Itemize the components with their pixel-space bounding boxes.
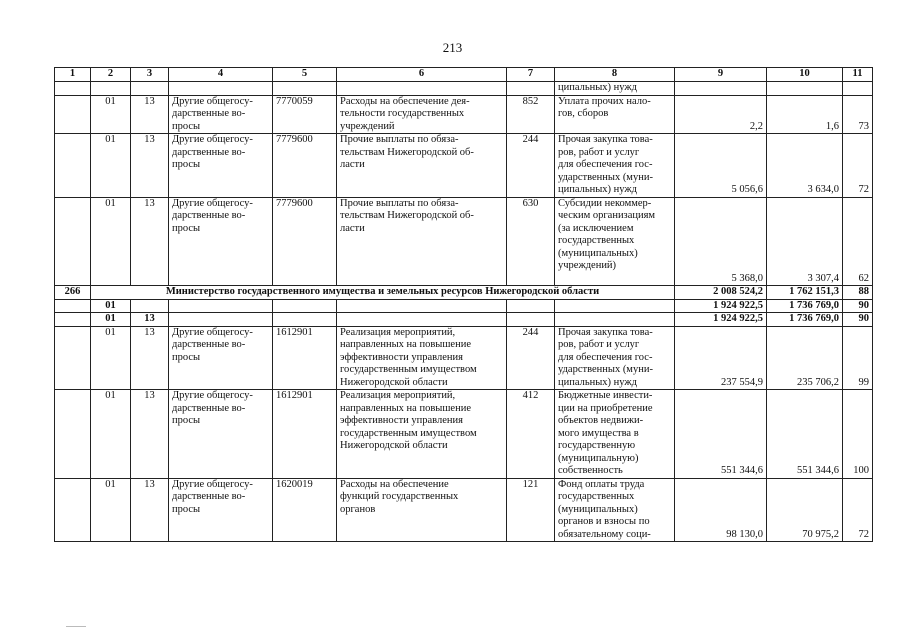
cell-actual: 70 975,2: [767, 478, 843, 542]
cell-target-name: [337, 326, 507, 390]
ministry-row: [55, 286, 873, 300]
cell-empty: [337, 299, 507, 313]
cell-empty: [507, 313, 555, 327]
cell-target-code: 1612901: [273, 326, 337, 390]
cell-line: учреждений): [558, 260, 617, 271]
page-number: 213: [442, 40, 463, 55]
cell-subsection: 13: [131, 478, 169, 542]
cell-section-name: [169, 95, 273, 134]
cell-line: просы: [172, 415, 201, 426]
cell-line: просы: [172, 503, 201, 515]
ministry-code: 266: [55, 286, 91, 300]
cell-line: объектов недвижи-: [558, 415, 644, 426]
cell-empty: [507, 299, 555, 313]
cell-empty: [55, 134, 91, 198]
cell-percent: 88: [843, 286, 873, 300]
cell-line: Фонд оплаты труда: [558, 478, 645, 490]
col-header: 8: [555, 68, 675, 82]
cell-target-name: [337, 197, 507, 286]
cell-subsection: [131, 299, 169, 313]
cell-line: ципальных) нужд: [558, 184, 638, 195]
cell-percent: 62: [843, 197, 873, 286]
cell-empty: [337, 313, 507, 327]
table-row: [55, 326, 873, 390]
cell-empty: [273, 313, 337, 327]
col-header: 11: [843, 68, 873, 82]
cell-line: направленных на повышение: [340, 339, 471, 350]
cell-section: 01: [91, 299, 131, 313]
cell-line: Другие общегосу-: [172, 390, 253, 401]
cell-section-name: [169, 134, 273, 198]
continued-row: [55, 82, 873, 96]
cell-line: просы: [172, 222, 201, 234]
scan-mark: [66, 626, 86, 627]
cell-target-name: [337, 390, 507, 479]
table-row: [55, 95, 873, 134]
cell-line: ципальных) нужд: [558, 376, 638, 388]
cell-line: дарственные во-: [172, 108, 246, 119]
cell-expense-name: [555, 478, 675, 542]
cell-line: ударственных (муни-: [558, 171, 653, 183]
cell-percent: 72: [843, 134, 873, 198]
cell-line: (муниципальных): [558, 503, 638, 515]
cell-line: дарственные во-: [172, 402, 246, 414]
cell-expense-type: 244: [507, 326, 555, 390]
cell-line: Прочие выплаты по обяза-: [340, 134, 459, 145]
cell-line: (муниципальных): [558, 247, 638, 259]
cell-line: Другие общегосу-: [172, 197, 253, 209]
table-row: [55, 197, 873, 286]
cell-line: ударственных (муни-: [558, 364, 653, 375]
cell-line: ров, работ и услуг: [558, 146, 640, 158]
cell-expense-type: 121: [507, 478, 555, 542]
cell-line: просы: [172, 159, 201, 170]
cell-line: государственных: [558, 491, 635, 502]
cell-planned: 237 554,9: [675, 326, 767, 390]
table-row: [55, 390, 873, 479]
cell-expense-type: 412: [507, 390, 555, 479]
cell-line: гов, сборов: [558, 108, 609, 119]
col-header: 1: [55, 68, 91, 82]
cell-empty: [555, 313, 675, 327]
cell-actual: 1 762 151,3: [767, 286, 843, 300]
cell-empty: [169, 299, 273, 313]
cell-target-code: 1620019: [273, 478, 337, 542]
col-header: 7: [507, 68, 555, 82]
cell-line: дарственные во-: [172, 146, 246, 158]
cell-expense-type: 244: [507, 134, 555, 198]
cell-target-code: 7770059: [273, 95, 337, 134]
cell-subsection: 13: [131, 95, 169, 134]
cell-line: просы: [172, 351, 201, 363]
cell-percent: 100: [843, 390, 873, 479]
cell-section: 01: [91, 478, 131, 542]
col-header: 5: [273, 68, 337, 82]
cell-line: тельствам Нижегородской об-: [340, 146, 474, 158]
cell-expense-name: [555, 134, 675, 198]
cell-planned: 98 130,0: [675, 478, 767, 542]
cell-section: 01: [91, 197, 131, 286]
table-row: [55, 478, 873, 542]
cell-subsection: 13: [131, 326, 169, 390]
subtotal-row: [55, 313, 873, 327]
cell-actual: 3 307,4: [767, 197, 843, 286]
cell-actual: 235 706,2: [767, 326, 843, 390]
cell-line: дарственные во-: [172, 210, 246, 221]
cell-line: тельности государственных: [340, 108, 465, 119]
cell-line: ческим организациям: [558, 210, 656, 221]
subtotal-row: [55, 299, 873, 313]
cell-planned: 1 924 922,5: [675, 299, 767, 313]
cell-line: эффективности управления: [340, 415, 463, 426]
cell-empty: [55, 326, 91, 390]
cell-target-code: 7779600: [273, 134, 337, 198]
col-header: 10: [767, 68, 843, 82]
cell-expense-name: [555, 390, 675, 479]
cell-section: 01: [91, 390, 131, 479]
cell-percent: 90: [843, 299, 873, 313]
cell-section: 01: [91, 326, 131, 390]
cell-subsection: 13: [131, 390, 169, 479]
cell-line: мого имущества в: [558, 427, 639, 439]
cell-line: Другие общегосу-: [172, 478, 253, 490]
cell-line: Другие общегосу-: [172, 95, 253, 107]
cell-expense-type: 852: [507, 95, 555, 134]
cell-line: органов: [340, 503, 376, 515]
cell-line: Реализация мероприятий,: [340, 326, 456, 338]
cell-planned: 5 368,0: [675, 197, 767, 286]
cell-target-code: 7779600: [273, 197, 337, 286]
cell-line: Расходы на обеспечение: [340, 478, 449, 490]
cell-line: государственным имуществом: [340, 364, 477, 375]
cell-subsection: 13: [131, 313, 169, 327]
cell-actual: 1 736 769,0: [767, 313, 843, 327]
cell-line: учреждений: [340, 120, 395, 132]
cell-line: Нижегородской области: [340, 376, 448, 388]
cell-section-name: [169, 326, 273, 390]
cell-section: 01: [91, 134, 131, 198]
cell-line: Прочая закупка това-: [558, 326, 653, 338]
cell-line: тельствам Нижегородской об-: [340, 210, 474, 221]
cell-target-name: [337, 478, 507, 542]
cell-line: для обеспечения гос-: [558, 159, 653, 170]
cell-line: государственных: [558, 235, 635, 246]
cell-subsection: 13: [131, 134, 169, 198]
cell-line: эффективности управления: [340, 351, 463, 363]
cell-actual: 3 634,0: [767, 134, 843, 198]
cell-line: Реализация мероприятий,: [340, 390, 456, 401]
cell-target-name: [337, 95, 507, 134]
cell-line: дарственные во-: [172, 339, 246, 350]
cell-percent: 72: [843, 478, 873, 542]
cell-empty: [555, 299, 675, 313]
cell-line: Бюджетные инвести-: [558, 390, 653, 401]
cell-line: функций государственных: [340, 491, 459, 502]
col-header: 3: [131, 68, 169, 82]
cell-line: Прочие выплаты по обяза-: [340, 197, 459, 209]
cell-line: Нижегородской области: [340, 440, 448, 451]
cell-section-name: [169, 197, 273, 286]
col-header: 6: [337, 68, 507, 82]
cell-line: Прочая закупка това-: [558, 134, 653, 145]
cell-line: (муниципальную): [558, 452, 639, 464]
col-header: 4: [169, 68, 273, 82]
cell-line: Расходы на обеспечение дея-: [340, 95, 470, 107]
cell-planned: 2 008 524,2: [675, 286, 767, 300]
header-row: [55, 68, 873, 82]
cell-target-code: 1612901: [273, 390, 337, 479]
cell-line: для обеспечения гос-: [558, 351, 653, 363]
cell-planned: 2,2: [675, 95, 767, 134]
table-row: [55, 134, 873, 198]
cell-planned: 551 344,6: [675, 390, 767, 479]
cell-percent: 73: [843, 95, 873, 134]
cell-empty: [55, 299, 91, 313]
cell-percent: 99: [843, 326, 873, 390]
cell-expense-name: [555, 95, 675, 134]
cell-line: ров, работ и услуг: [558, 339, 640, 350]
cell-empty: [55, 95, 91, 134]
cell-line: собственность: [558, 465, 623, 476]
cell-percent: 90: [843, 313, 873, 327]
cell-line: обязательному соци-: [558, 528, 651, 540]
cell-line: (за исключением: [558, 222, 634, 234]
col-header: 2: [91, 68, 131, 82]
cell-line: дарственные во-: [172, 491, 246, 502]
cell-subsection: 13: [131, 197, 169, 286]
cell-line: ласти: [340, 159, 365, 170]
cell-line: Другие общегосу-: [172, 134, 253, 145]
cell-empty: [273, 299, 337, 313]
cell-actual: 1,6: [767, 95, 843, 134]
cell-section: 01: [91, 95, 131, 134]
ministry-name: Министерство государственного имущества и земельных ресурсов Нижегородской области: [91, 286, 675, 300]
cell-line: просы: [172, 120, 201, 132]
cell-empty: [55, 478, 91, 542]
continued-text: ципальных) нужд: [555, 82, 675, 96]
cell-planned: 1 924 922,5: [675, 313, 767, 327]
cell-empty: [55, 313, 91, 327]
cell-section-name: [169, 390, 273, 479]
cell-line: направленных на повышение: [340, 402, 471, 414]
cell-line: Субсидии некоммер-: [558, 197, 652, 209]
cell-actual: 1 736 769,0: [767, 299, 843, 313]
budget-table: [54, 67, 873, 542]
cell-expense-name: [555, 197, 675, 286]
cell-empty: [55, 197, 91, 286]
cell-line: ции на приобретение: [558, 402, 653, 414]
col-header: 9: [675, 68, 767, 82]
cell-planned: 5 056,6: [675, 134, 767, 198]
cell-line: Уплата прочих нало-: [558, 95, 651, 107]
cell-empty: [169, 313, 273, 327]
cell-target-name: [337, 134, 507, 198]
cell-line: ласти: [340, 222, 365, 234]
cell-section-name: [169, 478, 273, 542]
cell-line: органов и взносы по: [558, 516, 650, 527]
cell-expense-name: [555, 326, 675, 390]
cell-actual: 551 344,6: [767, 390, 843, 479]
cell-line: Другие общегосу-: [172, 326, 253, 338]
cell-expense-type: 630: [507, 197, 555, 286]
cell-line: государственную: [558, 440, 636, 451]
cell-section: 01: [91, 313, 131, 327]
cell-line: государственным имуществом: [340, 427, 477, 439]
cell-empty: [55, 390, 91, 479]
